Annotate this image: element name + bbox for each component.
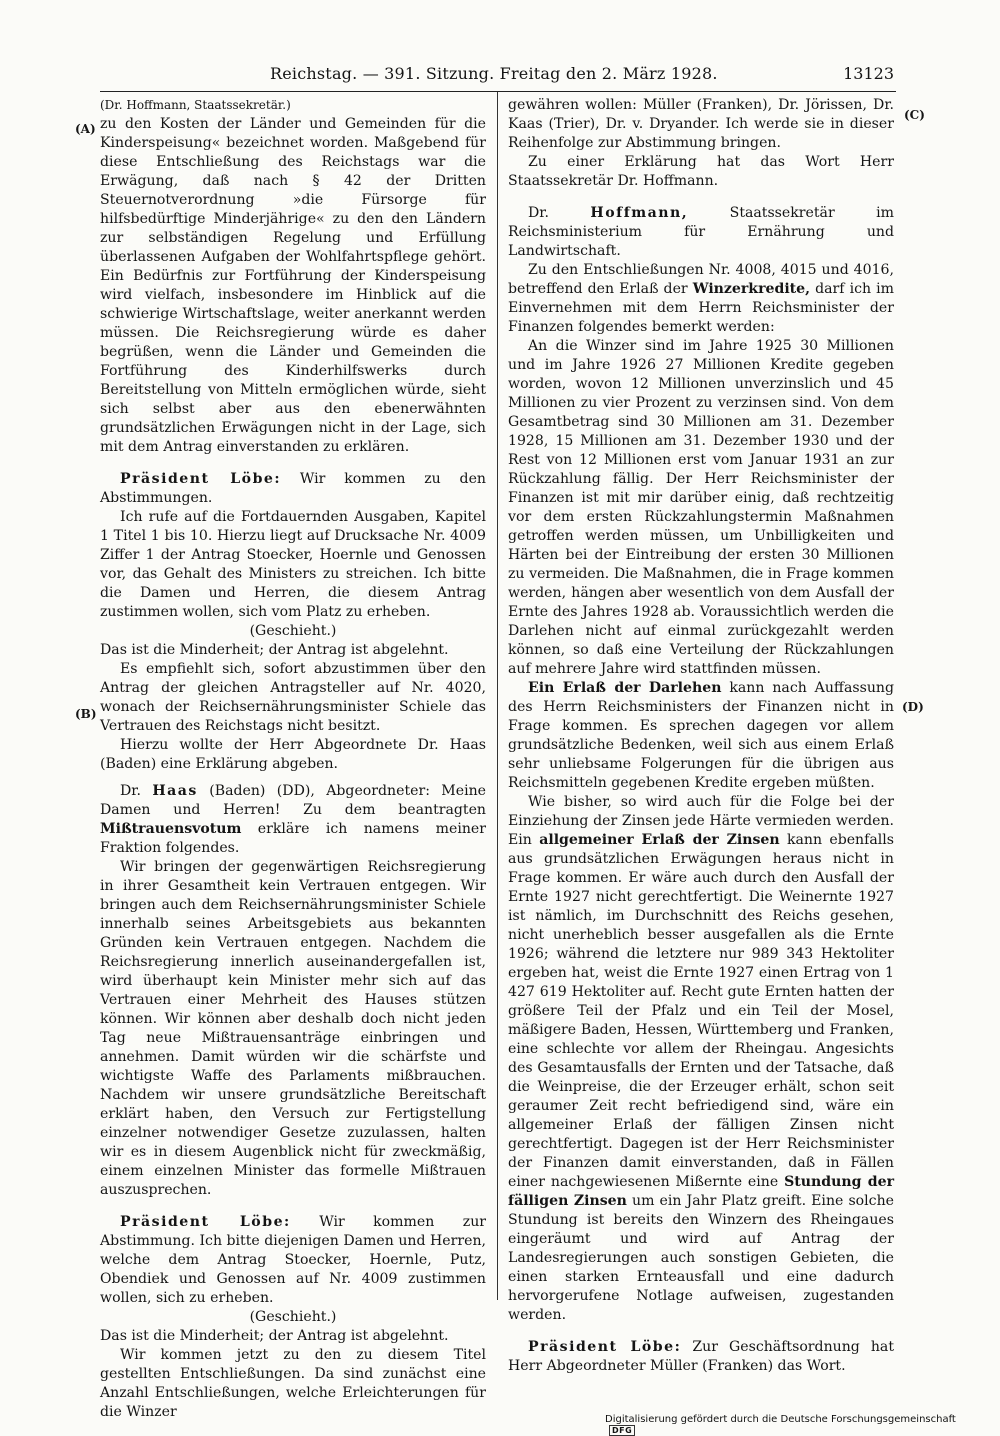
footer-credit [605, 1414, 985, 1436]
paragraph: Das ist die Minderheit; der Antrag ist abgelehnt. [100, 642, 449, 658]
paragraph: Wie bisher, so wird auch für die Folge bei der Einziehung der Zinsen jede Härte vermieden werden. Ein allgemeiner Erlaß der Zinsen kann ebenfalls aus grundsätzlichen Erwägungen heraus nicht in Frage kommen. Er wäre auch durch den Ausfall der Ernte 1927 nicht gerechtfertigt. Die Weinernte 1927 ist nämlich, im Durchschnitt des Reichs gesehen, nicht unerheblich besser ausgefallen als die Ernte 1926; während die letztere nur 989 343 Hektoliter ergeben hat, weist die Ernte 1927 einen Ertrag von 1 427 619 Hektoliter auf. Recht gute Ernten hatten der größere Teil der Pfalz und ein Teil der Mosel, mäßigere Baden, Hessen, Württemberg und Franken, eine schlechte vor allem der Rheingau. Angesichts des Gesamtausfalls der Ernten und der Tatsache, daß die Weinpreise, die der Erzeuger erhält, schon seit geraumer Zeit recht befriedigend sind, wäre ein allgemeiner Erlaß der fälligen Zinsen nicht gerechtfertigt. Dagegen ist der Herr Reichsminister der Finanzen damit einverstanden, daß in Fällen einer nachgewiesenen Mißernte eine Stundung der fälligen Zinsen um ein Jahr Platz greift. Eine solche Stundung ist bereits den Winzern des Rheingaues eingeräumt und wird auf Antrag der Landesregierungen auch sonstigen Gebieten, die einen starken Ernteausfall und eine dadurch hervorgerufene Notlage aufweisen, zugestanden werden. [508, 794, 895, 1323]
page-header [100, 62, 896, 90]
speaker-name: Präsident Löbe: [120, 471, 282, 487]
speaker-name: Präsident Löbe: [120, 1214, 291, 1230]
right-column [508, 96, 894, 1376]
paragraph: Wir bringen der gegenwärtigen Reichsregierung in ihrer Gesamtheit kein Vertrauen entgegen. Wir bringen auch dem Reichsernährungsminister Schiele innerhalb seines Arbeitsgebiets aus bekannten Gründen kein Vertrauen entgegen. Nachdem die Reichsregierung innerlich auseinandergefallen ist, wird überhaupt kein Minister mehr sich auf das Vertrauen einer Mehrheit des Hauses stützen können. Wir können aber deshalb doch nicht jeden Tag neue Mißtrauensanträge einbringen und annehmen. Damit würden wir die schärfste und wichtigste Waffe des Parlaments mißbrauchen. Nachdem wir unsere grundsätzliche Bereitschaft erklärt haben, den Versuch zur Fertigstellung einzelner notwendiger Gesetze zuzulassen, halten wir es in diesem Augenblick nicht für zweckmäßig, einem einzelnen Minister das formelle Mißtrauen auszusprechen. [100, 859, 486, 1198]
paragraph: Präsident Löbe: Zur Geschäftsordnung hat Herr Abgeordneter Müller (Franken) das Wort. [508, 1339, 894, 1374]
footer-text: Digitalisierung gefördert durch die Deutsche Forschungsgemeinschaft [605, 1414, 956, 1425]
paragraph: An die Winzer sind im Jahre 1925 30 Millionen und im Jahre 1926 27 Millionen Kredite gegeben worden, wovon 12 Millionen unverzinslich und 45 Millionen zu vier Prozent zu verzinsen sind. Von dem Gesamtbetrag sind 30 Millionen am 31. Dezember 1928, 15 Millionen am 31. Dezember 1930 und der Rest von 12 Millionen erst vom Januar 1931 an zur Rückzahlung fällig. Der Herr Reichsminister der Finanzen ist mit mir darüber einig, daß rechtzeitig vor dem ersten Rückzahlungstermin Maßnahmen getroffen werden müssen, um Unbilligkeiten und Härten bei der Eintreibung der ersten 30 Millionen zu vermeiden. Die Maßnahmen, die in Frage kommen werden, hängen aber wesentlich von dem Ausfall der Ernte des Jahres 1928 ab. Voraussichtlich werden die Darlehen nicht auf einmal zurückgezahlt werden können, so daß eine Verteilung der Rückzahlungen auf mehrere Jahre wird stattfinden müssen. [508, 338, 894, 677]
speaker-continuation-note: (Dr. Hoffmann, Staatssekretär.) [100, 98, 291, 112]
margin-marker-c: (C) [904, 108, 925, 122]
speaker-name: Haas [152, 783, 198, 799]
stage-direction: (Geschieht.) [249, 1309, 337, 1325]
column-divider [497, 92, 498, 1300]
header-rule [100, 91, 896, 92]
paragraph: Dr. Hoffmann, Staatssekretär im Reichsministerium für Ernährung und Landwirtschaft. [508, 205, 894, 259]
paragraph: Hierzu wollte der Herr Abgeordnete Dr. Haas (Baden) eine Erklärung abgeben. [100, 737, 486, 772]
paragraph: Ich rufe auf die Fortdauernden Ausgaben, Kapitel 1 Titel 1 bis 10. Hierzu liegt auf Drucksache Nr. 4009 Ziffer 1 der Antrag Stoecker, Hoernle und Genossen vor, das Gehalt des Ministers zu streichen. Ich bitte die Damen und Herren, die diesem Antrag zustimmen wollen, sich vom Platz zu erheben. [100, 509, 486, 620]
margin-marker-d: (D) [902, 700, 924, 714]
paragraph: Dr. Haas (Baden) (DD), Abgeordneter: Meine Damen und Herren! Zu dem beantragten Mißtrauensvotum erkläre ich namens meiner Fraktion folgendes. [100, 783, 487, 856]
paragraph: Wir kommen jetzt zu den zu diesem Titel gestellten Entschließungen. Da sind zunächst eine Anzahl Entschließungen, welche Erleichterungen für die Winzer [100, 1347, 486, 1420]
paragraph: Präsident Löbe: Wir kommen zur Abstimmung. Ich bitte diejenigen Damen und Herren, welche dem Antrag Stoecker, Hoernle, Putz, Obendiek und Genossen auf Nr. 4009 zustimmen wollen, sich zu erheben. [100, 1214, 487, 1306]
speaker-name: Präsident Löbe: [528, 1339, 682, 1355]
dfg-logo-icon: DFG [609, 1425, 635, 1436]
running-title: Reichstag. — 391. Sitzung. Freitag den 2. März 1928. [270, 64, 718, 83]
page-number: 13123 [843, 64, 894, 83]
paragraph: Präsident Löbe: Wir kommen zu den Abstimmungen. [100, 471, 486, 506]
paragraph: Zu einer Erklärung hat das Wort Herr Staatssekretär Dr. Hoffmann. [508, 154, 894, 189]
paragraph: Zu den Entschließungen Nr. 4008, 4015 und 4016, betreffend den Erlaß der Winzerkredite, darf ich im Einvernehmen mit dem Herrn Reichsminister der Finanzen folgendes bemerkt werden: [508, 262, 894, 335]
left-column [100, 96, 486, 1422]
stage-direction: (Geschieht.) [249, 623, 337, 639]
paragraph: Das ist die Minderheit; der Antrag ist abgelehnt. [100, 1328, 449, 1344]
paragraph: Ein Erlaß der Darlehen kann nach Auffassung des Herrn Reichsministers der Finanzen nicht in Frage kommen. Es sprechen dagegen vor allem grundsätzliche Bedenken, weil sich aus einem Erlaß sehr unliebsame Folgerungen für die übrigen aus Reichsmitteln gegebenen Kredite ergeben müßten. [508, 680, 894, 791]
margin-marker-a: (A) [75, 122, 96, 136]
margin-marker-b: (B) [75, 707, 97, 721]
paragraph: Es empfiehlt sich, sofort abzustimmen über den Antrag der gleichen Antragsteller auf Nr. 4020, wonach der Reichsernährungsminister Schiele das Vertrauen des Reichstags nicht besitzt. [100, 661, 486, 734]
speaker-name: Hoffmann, [590, 205, 689, 221]
paragraph: zu den Kosten der Länder und Gemeinden für die Kinderspeisung« bezeichnet worden. Maßgebend für diese Entschließung des Reichstags war die Erwägung, daß nach § 42 der Dritten Steuernotverordnung »die Fürsorge für hilfsbedürftige Minderjährige« zu den den Ländern zur selbständigen Regelung und Erfüllung überlassenen Aufgaben der Wohlfahrtspflege gehört. Ein Bedürfnis zur Fortführung der Kinderspeisung wird vielfach, insbesondere im Hinblick auf die schwierige Wirtschaftslage, weiter anerkannt werden müssen. Die Reichsregierung würde es daher begrüßen, wenn die Länder und Gemeinden die Fortführung des Kinderhilfswerks durch Bereitstellung von Mitteln ermöglichen würde, sieht sich selbst aber aus den ebenerwähnten grundsätzlichen Erwägungen nicht in der Lage, sich mit dem Antrag einverstanden zu erklären. [100, 116, 486, 455]
paragraph: gewähren wollen: Müller (Franken), Dr. Jörissen, Dr. Kaas (Trier), Dr. v. Dryander. Ich werde sie in dieser Reihenfolge zur Abstimmung bringen. [508, 97, 894, 151]
